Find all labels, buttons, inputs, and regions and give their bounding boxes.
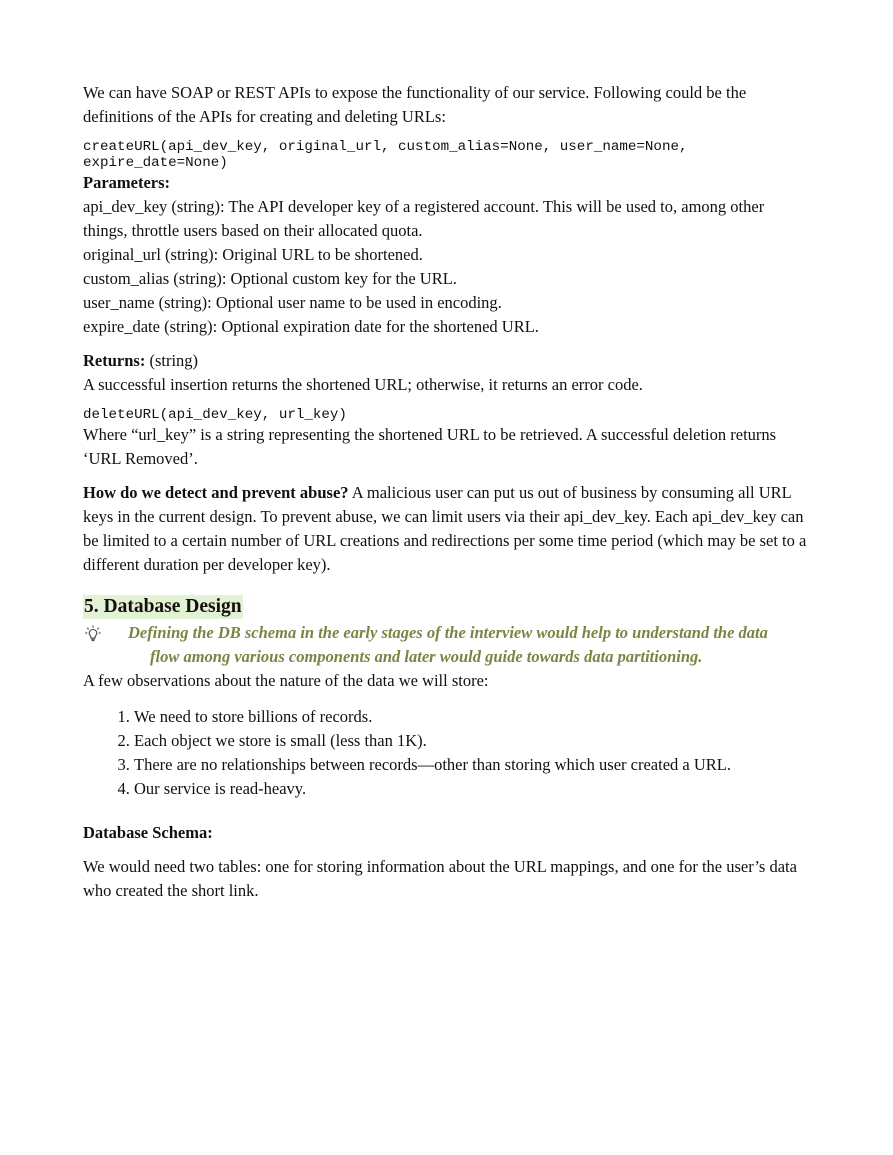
list-item: 3. There are no relationships between records—other than storing which user created a URL.	[134, 753, 811, 777]
abuse-label: How do we detect and prevent abuse?	[83, 483, 349, 502]
tip-callout	[83, 621, 811, 669]
list-item: 4. Our service is read-heavy.	[134, 777, 811, 801]
tip-line-1: Defining the DB schema in the early stages of the interview would help to understand the data	[128, 623, 768, 642]
delete-url-signature: deleteURL(api_dev_key, url_key)	[83, 407, 347, 423]
param-api-dev-key: api_dev_key (string): The API developer key of a registered account. This will be used to, among other things, throttle users based on their allocated quota.	[83, 197, 765, 240]
delete-description: Where “url_key” is a string representing the shortened URL to be retrieved. A successful deletion returns ‘URL Removed’.	[83, 425, 777, 468]
observations-intro: A few observations about the nature of the data we will store:	[83, 671, 489, 690]
returns-type: (string)	[145, 351, 199, 370]
abuse-text: A malicious user can put us out of business by consuming all URL keys in the current design. To prevent abuse, we can limit users via their api_dev_key. Each api_dev_key can be limited to a certain number of URL creations and redirections per some time period (which may be set to a different duration per developer key).	[83, 483, 807, 574]
returns-label: Returns:	[83, 351, 146, 370]
param-original-url: original_url (string): Original URL to be shortened.	[83, 245, 423, 264]
list-item: 1. We need to store billions of records.	[134, 705, 811, 729]
intro-paragraph: We can have SOAP or REST APIs to expose the functionality of our service. Following could be the definitions of the APIs for creating and deleting URLs:	[83, 83, 747, 126]
returns-description: A successful insertion returns the shortened URL; otherwise, it returns an error code.	[83, 375, 643, 394]
param-custom-alias: custom_alias (string): Optional custom key for the URL.	[83, 269, 457, 288]
parameters-heading: Parameters:	[83, 173, 171, 192]
tip-line-2: flow among various components and later would guide towards data partitioning.	[150, 647, 703, 666]
schema-paragraph: We would need two tables: one for storing information about the URL mappings, and one for the user’s data who created the short link.	[83, 857, 797, 900]
document-page	[83, 81, 811, 903]
schema-heading: Database Schema:	[83, 823, 213, 842]
returns-line	[83, 349, 811, 373]
list-item: 2. Each object we store is small (less than 1K).	[134, 729, 811, 753]
param-expire-date: expire_date (string): Optional expiration date for the shortened URL.	[83, 317, 539, 336]
lightbulb-icon	[83, 624, 103, 644]
section-heading: 5. Database Design	[84, 596, 242, 617]
section-heading-wrap	[83, 595, 811, 619]
param-user-name: user_name (string): Optional user name to be used in encoding.	[83, 293, 502, 312]
observations-list	[83, 705, 811, 801]
abuse-paragraph	[83, 481, 811, 577]
create-url-signature: createURL(api_dev_key, original_url, custom_alias=None, user_name=None, expire_date=None)	[83, 139, 688, 171]
